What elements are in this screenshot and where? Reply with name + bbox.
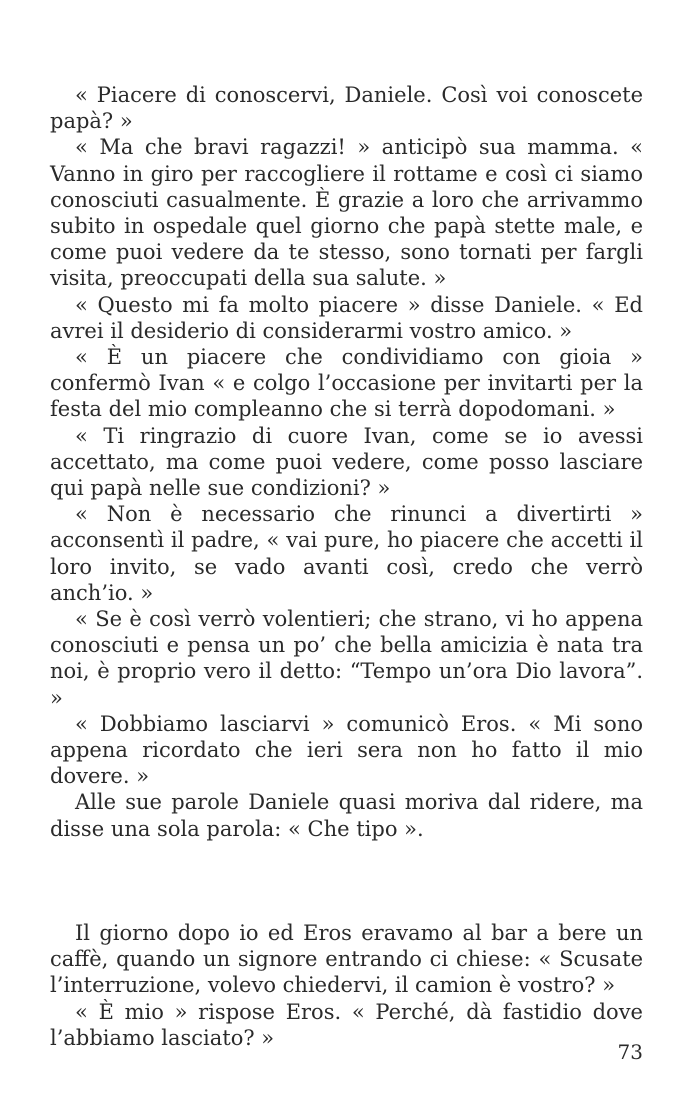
paragraph: « È mio » rispose Eros. « Perché, dà fastidio dove l’abbiamo lasciato? »: [50, 999, 643, 1050]
paragraph: « Questo mi fa molto piacere » disse Daniele. « Ed avrei il desiderio di considerarmi vostro amico. »: [50, 292, 643, 343]
paragraph: « Se è così verrò volentieri; che strano, vi ho appena conosciuti e pensa un po’ che bella amicizia è nata tra noi, è proprio vero il detto: “Tempo un’ora Dio lavora”. »: [50, 607, 643, 710]
section-break: [50, 842, 643, 920]
paragraph: « Ti ringrazio di cuore Ivan, come se io avessi accettato, ma come puoi vedere, come posso lasciare qui papà nelle sue condizioni? »: [50, 423, 643, 501]
paragraph: « Piacere di conoscervi, Daniele. Così voi conoscete papà? »: [50, 83, 643, 134]
paragraph: Alle sue parole Daniele quasi moriva dal ridere, ma disse una sola parola: « Che tipo ».: [50, 790, 643, 841]
page-number: 73: [617, 1040, 643, 1064]
paragraph: « Non è necessario che rinunci a divertirti » acconsentì il padre, « vai pure, ho piacere che accetti il loro invito, se vado avanti così, credo che verrò anch’io. »: [50, 502, 643, 605]
paragraph: Il giorno dopo io ed Eros eravamo al bar a bere un caffè, quando un signore entrando ci chiese: « Scusate l’interruzione, volevo chiedervi, il camion è vostro? »: [50, 920, 643, 998]
paragraph: « Ma che bravi ragazzi! » anticipò sua mamma. « Vanno in giro per raccogliere il rottame e così ci siamo conosciuti casualmente. È grazie a loro che arrivammo subito in ospedale quel giorno che papà stette male, e come puoi vedere da te stesso, sono tornati per fargli visita, preoccupati della sua salute. »: [50, 135, 643, 291]
paragraph: « Dobbiamo lasciarvi » comunicò Eros. « Mi sono appena ricordato che ieri sera non ho fatto il mio dovere. »: [50, 711, 643, 789]
paragraph: « È un piacere che condividiamo con gioia » confermò Ivan « e colgo l’occasione per invitarti per la festa del mio compleanno che si terrà dopodomani. »: [50, 345, 643, 422]
book-page-text: [50, 82, 643, 1051]
